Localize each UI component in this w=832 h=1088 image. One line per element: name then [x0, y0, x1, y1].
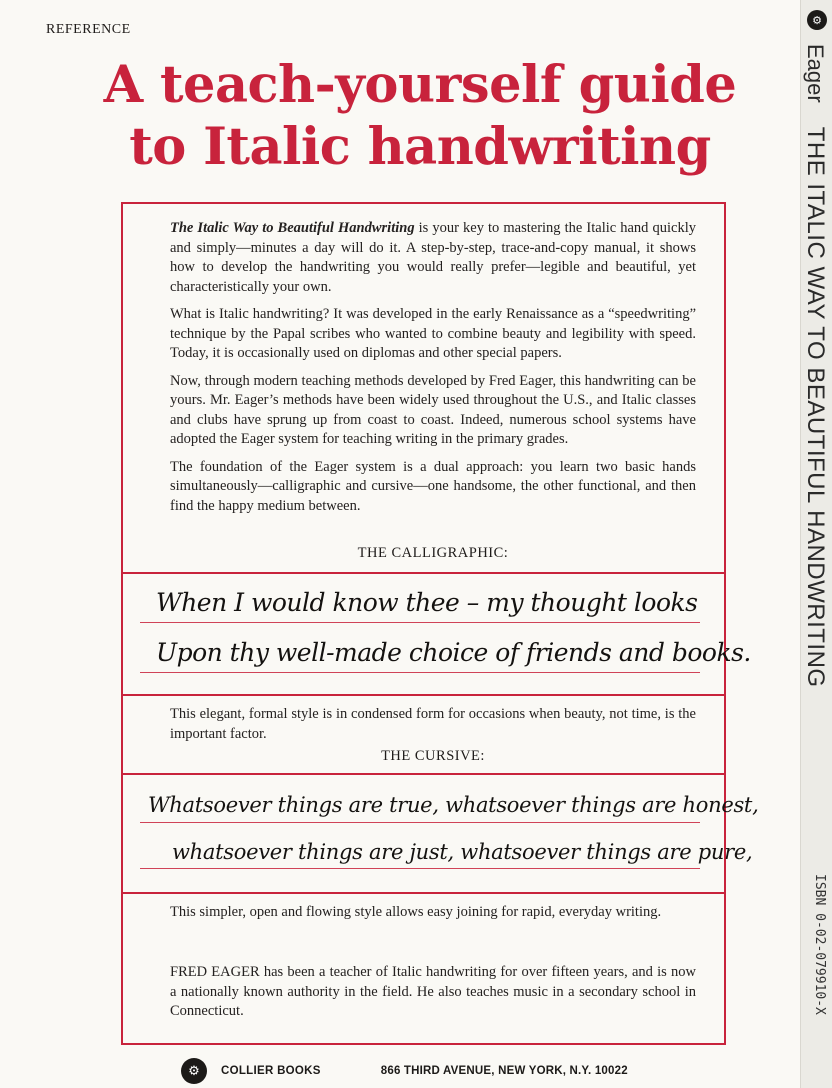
- intro-paragraph-1-rest: is your key to mastering the Italic hand quickly and simply—minutes a day will do it. A step-by-step, trace-and-copy manual, it shows how to develop the handwriting you would really prefer—legible and beautiful, yet characteristically your own.: [170, 220, 696, 295]
- category-label: REFERENCE: [46, 22, 131, 37]
- calligraphic-caption: This elegant, formal style is in condensed form for occasions when beauty, not time, is the important factor.: [170, 706, 696, 742]
- calligraphic-bottom-rule: [121, 694, 726, 696]
- intro-paragraph-2: What is Italic handwriting? It was developed in the early Renaissance as a “speedwriting” technique by the Papal scribes who wanted to combine beauty and legibility with speed. Today, it is occasionally used on diplomas and other special papers.: [170, 306, 696, 361]
- cursive-top-rule: [121, 773, 726, 775]
- publisher-address: 866 THIRD AVENUE, NEW YORK, N.Y. 10022: [380, 1065, 628, 1077]
- calligraphic-line-2: Upon thy well-made choice of friends and books.: [156, 638, 751, 667]
- intro-paragraph-4: The foundation of the Eager system is a dual approach: you learn two basic hands simultaneously—calligraphic and cursive—one handsome, the other functional, and then find the happy medium between.: [170, 458, 696, 514]
- spine-text: [801, 44, 829, 688]
- calligraphic-label: THE CALLIGRAPHIC:: [357, 545, 509, 561]
- headline-line-1: A teach-yourself guide: [103, 55, 737, 115]
- cursive-line-2: whatsoever things are just, whatsoever things are pure,: [172, 840, 753, 864]
- guide-line: [140, 622, 700, 623]
- spine-isbn: ISBN 0-02-079910-X: [812, 874, 827, 1015]
- calligraphic-line-1: When I would know thee – my thought looks: [156, 588, 698, 617]
- spine-title: THE ITALIC WAY TO BEAUTIFUL HANDWRITING: [802, 126, 829, 688]
- guide-line: [140, 822, 700, 823]
- cursive-line-1: Whatsoever things are true, whatsoever things are honest,: [148, 793, 759, 817]
- intro-text: [170, 219, 696, 524]
- headline-line-2: to Italic handwriting: [129, 117, 711, 177]
- intro-paragraph-3: Now, through modern teaching methods developed by Fred Eager, this handwriting can be yours. Mr. Eager’s methods have been widely used throughout the U.S., and Italic classes and clubs have sprung up from coast to coast. Indeed, numerous school systems have adopted the Eager system for teaching writing in the primary grades.: [170, 372, 696, 447]
- headline: [60, 54, 780, 178]
- author-bio: FRED EAGER has been a teacher of Italic handwriting for over fifteen years, and is now a nationally known authority in the field. He also teaches music in a secondary school in Connecticut.: [170, 964, 696, 1019]
- cursive-caption: This simpler, open and flowing style allows easy joining for rapid, everyday writing.: [170, 904, 662, 920]
- collier-logo-icon: ⚙: [181, 1058, 207, 1084]
- book-spine: [800, 0, 832, 1088]
- book-title: The Italic Way to Beautiful Handwriting: [170, 220, 415, 236]
- intro-paragraph-1: [170, 219, 696, 297]
- guide-line: [140, 868, 700, 869]
- calligraphic-top-rule: [121, 572, 726, 574]
- spine-author: Eager: [803, 44, 828, 103]
- cursive-label: THE CURSIVE:: [381, 748, 485, 764]
- publisher-footer: [121, 1058, 726, 1084]
- cursive-bottom-rule: [121, 892, 726, 894]
- guide-line: [140, 672, 700, 673]
- collier-logo-icon: ⚙: [807, 10, 827, 30]
- publisher-name: COLLIER BOOKS: [221, 1065, 321, 1077]
